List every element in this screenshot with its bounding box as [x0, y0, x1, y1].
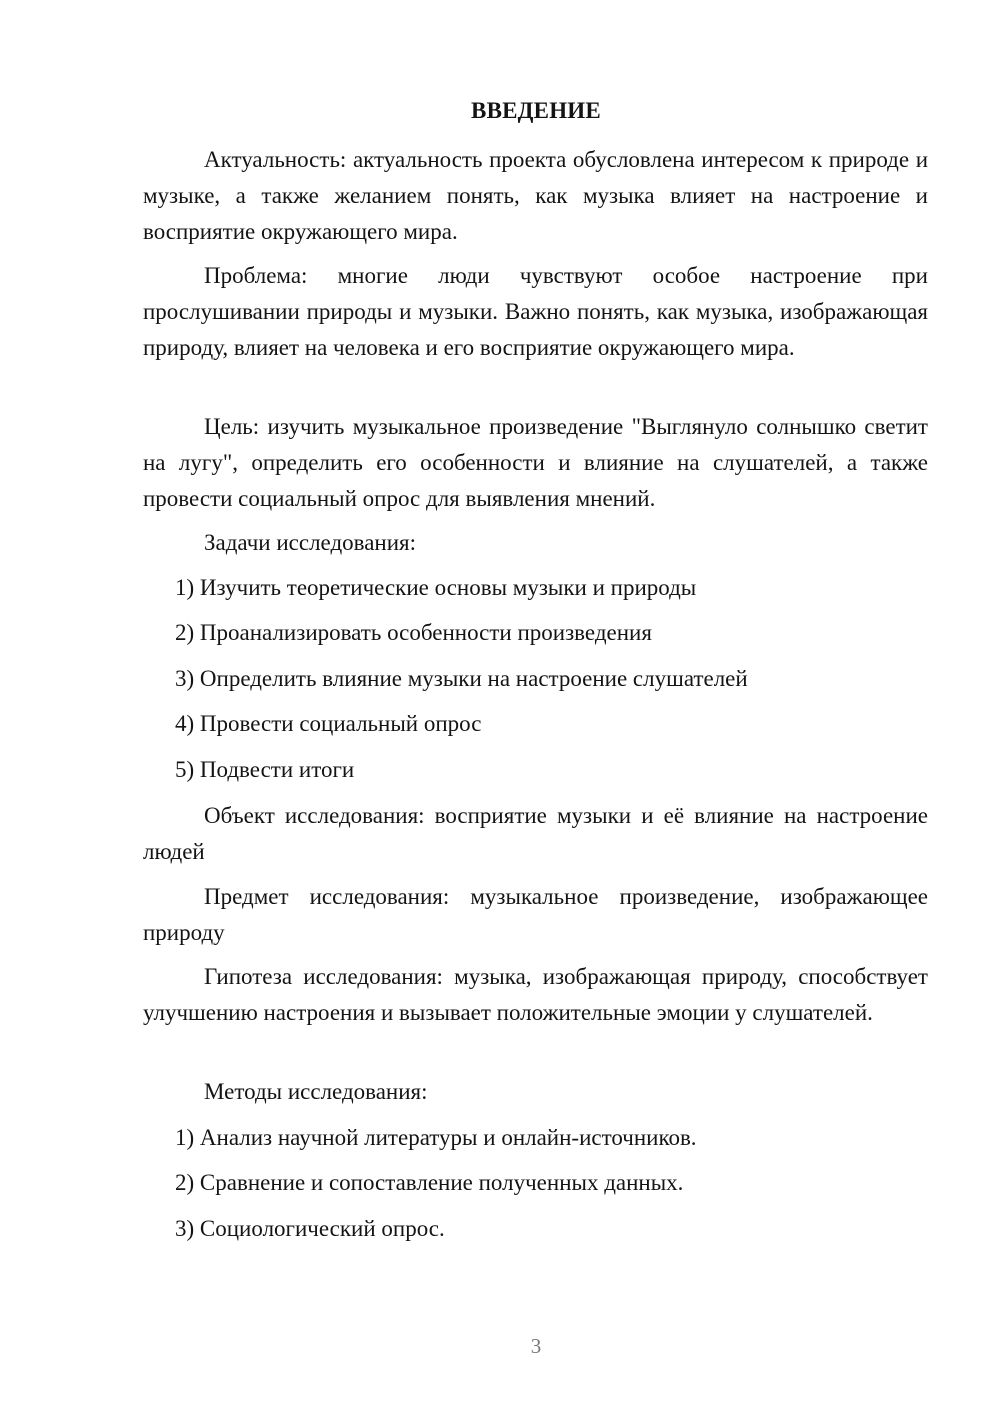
task-item-3: 3) Определить влияние музыки на настроение слушателей [175, 666, 748, 691]
tasks-heading: Задачи исследования: [204, 530, 417, 555]
page-number: 3 [530, 1334, 542, 1358]
goal-paragraph: Цель: изучить музыкальное произведение "Выглянуло солнышко светит на лугу", определить его особенности и влияние на слушателей, а также провести социальный опрос для выявления мнений. [143, 414, 928, 511]
task-item-2: 2) Проанализировать особенности произведения [175, 620, 652, 645]
methods-heading: Методы исследования: [204, 1079, 428, 1104]
page-title: ВВЕДЕНИЕ [471, 98, 601, 123]
problem-paragraph: Проблема: многие люди чувствуют особое настроение при прослушивании природы и музыки. Важно понять, как музыка, изображающая природу, влияет на человека и его восприятие окружающего мира. [143, 263, 928, 360]
hypothesis-paragraph: Гипотеза исследования: музыка, изображающая природу, способствует улучшению настроения и вызывает положительные эмоции у слушателей. [143, 964, 928, 1025]
task-item-1: 1) Изучить теоретические основы музыки и природы [175, 575, 697, 600]
method-item-1: 1) Анализ научной литературы и онлайн-источников. [175, 1125, 697, 1150]
task-item-4: 4) Провести социальный опрос [175, 711, 482, 736]
object-paragraph: Объект исследования: восприятие музыки и её влияние на настроение людей [143, 803, 928, 864]
method-item-3: 3) Социологический опрос. [175, 1216, 445, 1241]
relevance-paragraph: Актуальность: актуальность проекта обусловлена интересом к природе и музыке, а также желанием понять, как музыка влияет на настроение и восприятие окружающего мира. [143, 147, 928, 244]
method-item-2: 2) Сравнение и сопоставление полученных данных. [175, 1170, 684, 1195]
subject-paragraph: Предмет исследования: музыкальное произведение, изображающее природу [143, 884, 928, 945]
task-item-5: 5) Подвести итоги [175, 757, 355, 782]
